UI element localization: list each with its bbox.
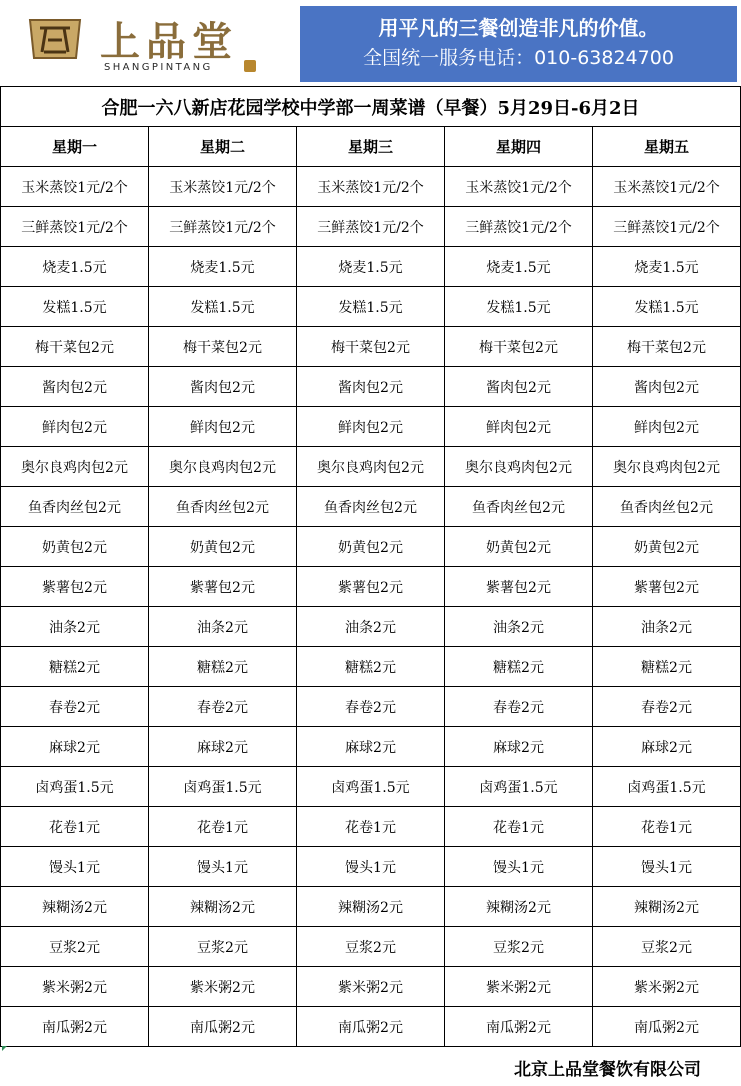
day-header: 星期五 (593, 127, 741, 167)
table-row (1, 807, 741, 847)
menu-item-cell: 花卷1元 (593, 807, 741, 847)
menu-item-cell: 三鲜蒸饺1元/2个 (593, 207, 741, 247)
menu-item-cell: 酱肉包2元 (297, 367, 445, 407)
menu-item-cell: 辣糊汤2元 (149, 887, 297, 927)
menu-item-cell: 紫米粥2元 (297, 967, 445, 1007)
slogan-text: 用平凡的三餐创造非凡的价值。 (378, 16, 659, 40)
table-row (1, 607, 741, 647)
menu-item-cell: 酱肉包2元 (1, 367, 149, 407)
menu-item-cell: 发糕1.5元 (149, 287, 297, 327)
table-row (1, 647, 741, 687)
logo-english-name: SHANGPINTANG (104, 62, 213, 73)
menu-item-cell: 紫薯包2元 (593, 567, 741, 607)
table-row (1, 167, 741, 207)
menu-item-cell: 卤鸡蛋1.5元 (445, 767, 593, 807)
menu-item-cell: 春卷2元 (297, 687, 445, 727)
day-header: 星期二 (149, 127, 297, 167)
brand-mark-icon (26, 12, 84, 64)
table-row (1, 207, 741, 247)
menu-item-cell: 发糕1.5元 (445, 287, 593, 327)
table-row (1, 527, 741, 567)
menu-item-cell: 南瓜粥2元 (1, 1007, 149, 1047)
menu-item-cell: 紫薯包2元 (149, 567, 297, 607)
menu-item-cell: 梅干菜包2元 (445, 327, 593, 367)
slogan-banner (300, 6, 737, 82)
menu-item-cell: 烧麦1.5元 (445, 247, 593, 287)
menu-item-cell: 花卷1元 (445, 807, 593, 847)
menu-item-cell: 紫薯包2元 (297, 567, 445, 607)
table-row (1, 887, 741, 927)
menu-item-cell: 鱼香肉丝包2元 (149, 487, 297, 527)
menu-item-cell: 油条2元 (1, 607, 149, 647)
menu-item-cell: 酱肉包2元 (149, 367, 297, 407)
menu-item-cell: 糖糕2元 (445, 647, 593, 687)
menu-item-cell: 糖糕2元 (1, 647, 149, 687)
table-row (1, 287, 741, 327)
menu-item-cell: 梅干菜包2元 (1, 327, 149, 367)
menu-item-cell: 三鲜蒸饺1元/2个 (297, 207, 445, 247)
menu-item-cell: 梅干菜包2元 (593, 327, 741, 367)
menu-item-cell: 辣糊汤2元 (445, 887, 593, 927)
seal-icon (244, 60, 256, 72)
menu-item-cell: 发糕1.5元 (1, 287, 149, 327)
table-row (1, 407, 741, 447)
menu-item-cell: 奶黄包2元 (445, 527, 593, 567)
menu-item-cell: 鲜肉包2元 (593, 407, 741, 447)
day-header-row (1, 127, 741, 167)
menu-item-cell: 糖糕2元 (593, 647, 741, 687)
menu-item-cell: 油条2元 (149, 607, 297, 647)
menu-item-cell: 玉米蒸饺1元/2个 (1, 167, 149, 207)
menu-item-cell: 馒头1元 (1, 847, 149, 887)
menu-title: 合肥一六八新店花园学校中学部一周菜谱（早餐）5月29日-6月2日 (1, 87, 741, 127)
service-phone: 全国统一服务电话：010-63824700 (363, 47, 674, 69)
table-row (1, 687, 741, 727)
menu-item-cell: 紫薯包2元 (1, 567, 149, 607)
menu-item-cell: 馒头1元 (593, 847, 741, 887)
footer (0, 1046, 741, 1086)
table-row (1, 967, 741, 1007)
brand-logo (26, 8, 266, 76)
menu-item-cell: 馒头1元 (149, 847, 297, 887)
menu-item-cell: 油条2元 (297, 607, 445, 647)
breakfast-menu-table (0, 86, 741, 1047)
menu-item-cell: 鲜肉包2元 (297, 407, 445, 447)
table-row (1, 487, 741, 527)
day-header: 星期四 (445, 127, 593, 167)
menu-item-cell: 糖糕2元 (149, 647, 297, 687)
menu-item-cell: 梅干菜包2元 (149, 327, 297, 367)
menu-item-cell: 麻球2元 (593, 727, 741, 767)
menu-item-cell: 豆浆2元 (297, 927, 445, 967)
menu-item-cell: 麻球2元 (297, 727, 445, 767)
menu-item-cell: 玉米蒸饺1元/2个 (149, 167, 297, 207)
menu-item-cell: 鱼香肉丝包2元 (593, 487, 741, 527)
menu-item-cell: 南瓜粥2元 (593, 1007, 741, 1047)
table-row (1, 1007, 741, 1047)
menu-item-cell: 辣糊汤2元 (297, 887, 445, 927)
menu-item-cell: 奥尔良鸡肉包2元 (1, 447, 149, 487)
menu-item-cell: 紫米粥2元 (1, 967, 149, 1007)
menu-item-cell: 豆浆2元 (1, 927, 149, 967)
header (0, 0, 741, 86)
menu-item-cell: 卤鸡蛋1.5元 (1, 767, 149, 807)
menu-item-cell: 花卷1元 (1, 807, 149, 847)
menu-item-cell: 奶黄包2元 (149, 527, 297, 567)
menu-item-cell: 紫米粥2元 (445, 967, 593, 1007)
menu-item-cell: 烧麦1.5元 (149, 247, 297, 287)
menu-item-cell: 卤鸡蛋1.5元 (149, 767, 297, 807)
menu-item-cell: 烧麦1.5元 (593, 247, 741, 287)
menu-item-cell: 油条2元 (593, 607, 741, 647)
menu-item-cell: 春卷2元 (445, 687, 593, 727)
menu-item-cell: 糖糕2元 (297, 647, 445, 687)
menu-item-cell: 酱肉包2元 (593, 367, 741, 407)
menu-item-cell: 麻球2元 (1, 727, 149, 767)
menu-item-cell: 奶黄包2元 (1, 527, 149, 567)
menu-item-cell: 发糕1.5元 (297, 287, 445, 327)
menu-item-cell: 春卷2元 (149, 687, 297, 727)
table-row (1, 727, 741, 767)
menu-item-cell: 卤鸡蛋1.5元 (297, 767, 445, 807)
menu-item-cell: 南瓜粥2元 (149, 1007, 297, 1047)
menu-item-cell: 鲜肉包2元 (1, 407, 149, 447)
table-row (1, 567, 741, 607)
menu-item-cell: 奥尔良鸡肉包2元 (149, 447, 297, 487)
menu-item-cell: 奥尔良鸡肉包2元 (445, 447, 593, 487)
menu-item-cell: 鱼香肉丝包2元 (297, 487, 445, 527)
menu-item-cell: 发糕1.5元 (593, 287, 741, 327)
menu-item-cell: 春卷2元 (593, 687, 741, 727)
menu-item-cell: 馒头1元 (297, 847, 445, 887)
menu-body (1, 167, 741, 1047)
menu-item-cell: 卤鸡蛋1.5元 (593, 767, 741, 807)
menu-item-cell: 麻球2元 (445, 727, 593, 767)
menu-item-cell: 玉米蒸饺1元/2个 (445, 167, 593, 207)
table-row (1, 847, 741, 887)
day-header: 星期三 (297, 127, 445, 167)
logo-chinese-name: 上品堂 (100, 18, 238, 65)
table-row (1, 447, 741, 487)
menu-item-cell: 三鲜蒸饺1元/2个 (445, 207, 593, 247)
table-row (1, 247, 741, 287)
menu-item-cell: 花卷1元 (297, 807, 445, 847)
menu-item-cell: 玉米蒸饺1元/2个 (593, 167, 741, 207)
menu-item-cell: 麻球2元 (149, 727, 297, 767)
menu-item-cell: 馒头1元 (445, 847, 593, 887)
menu-item-cell: 奶黄包2元 (593, 527, 741, 567)
table-row (1, 767, 741, 807)
table-row (1, 367, 741, 407)
menu-item-cell: 油条2元 (445, 607, 593, 647)
menu-item-cell: 鲜肉包2元 (445, 407, 593, 447)
menu-item-cell: 烧麦1.5元 (1, 247, 149, 287)
menu-item-cell: 紫米粥2元 (593, 967, 741, 1007)
menu-item-cell: 花卷1元 (149, 807, 297, 847)
day-header: 星期一 (1, 127, 149, 167)
menu-item-cell: 奥尔良鸡肉包2元 (593, 447, 741, 487)
menu-item-cell: 豆浆2元 (445, 927, 593, 967)
menu-item-cell: 春卷2元 (1, 687, 149, 727)
table-row (1, 327, 741, 367)
menu-item-cell: 三鲜蒸饺1元/2个 (149, 207, 297, 247)
menu-item-cell: 鱼香肉丝包2元 (1, 487, 149, 527)
menu-item-cell: 豆浆2元 (593, 927, 741, 967)
menu-item-cell: 鱼香肉丝包2元 (445, 487, 593, 527)
menu-item-cell: 烧麦1.5元 (297, 247, 445, 287)
menu-item-cell: 南瓜粥2元 (297, 1007, 445, 1047)
menu-item-cell: 鲜肉包2元 (149, 407, 297, 447)
table-row (1, 927, 741, 967)
menu-item-cell: 豆浆2元 (149, 927, 297, 967)
menu-item-cell: 三鲜蒸饺1元/2个 (1, 207, 149, 247)
menu-item-cell: 梅干菜包2元 (297, 327, 445, 367)
menu-item-cell: 紫薯包2元 (445, 567, 593, 607)
menu-item-cell: 紫米粥2元 (149, 967, 297, 1007)
menu-item-cell: 酱肉包2元 (445, 367, 593, 407)
menu-item-cell: 奥尔良鸡肉包2元 (297, 447, 445, 487)
menu-item-cell: 奶黄包2元 (297, 527, 445, 567)
menu-item-cell: 玉米蒸饺1元/2个 (297, 167, 445, 207)
menu-item-cell: 辣糊汤2元 (593, 887, 741, 927)
menu-item-cell: 南瓜粥2元 (445, 1007, 593, 1047)
menu-item-cell: 辣糊汤2元 (1, 887, 149, 927)
company-name: 北京上品堂餐饮有限公司 (514, 1060, 701, 1080)
